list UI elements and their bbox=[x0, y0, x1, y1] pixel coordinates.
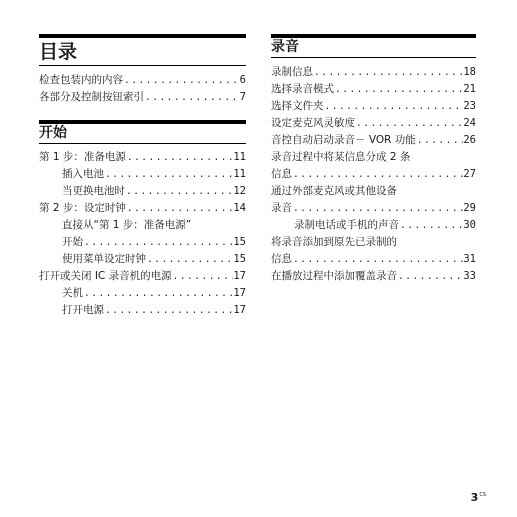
toc-entry-page: 31 bbox=[463, 253, 476, 265]
toc-entry[interactable] bbox=[271, 64, 476, 81]
toc-entry[interactable] bbox=[39, 149, 246, 166]
toc-entry-page: 27 bbox=[463, 168, 476, 180]
leader-dots bbox=[83, 285, 233, 302]
toc-entry-page: 26 bbox=[463, 134, 476, 146]
toc-entry-text-line1: 直接从“第 1 步：准备电源” bbox=[62, 219, 192, 231]
leader-dots bbox=[123, 72, 240, 89]
toc-entry-text-line1: 将录音添加到原先已录制的 bbox=[271, 236, 397, 248]
toc-entry-text: 音控自动启动录音－ VOR 功能 bbox=[271, 134, 416, 146]
toc-entry-text: 录制电话或手机的声音 bbox=[294, 219, 399, 231]
toc-subentry-wrapped[interactable] bbox=[39, 217, 246, 251]
leader-dots bbox=[324, 98, 464, 115]
leader-dots bbox=[125, 183, 233, 200]
toc-entry-text: 打开电源 bbox=[62, 304, 104, 316]
leader-dots bbox=[355, 115, 463, 132]
toc-entry-page: 33 bbox=[463, 270, 476, 282]
toc-entry-text: 在播放过程中添加覆盖录音 bbox=[271, 270, 397, 282]
leader-dots bbox=[104, 302, 233, 319]
toc-title: 目录 bbox=[39, 38, 246, 66]
toc-entry-page: 12 bbox=[233, 185, 246, 197]
toc-entry-text: 第 2 步：设定时钟 bbox=[39, 202, 126, 214]
leader-dots bbox=[416, 132, 464, 149]
toc-entry[interactable] bbox=[39, 89, 246, 106]
leader-dots bbox=[83, 234, 233, 251]
toc-entry-text-line2: 信息 bbox=[271, 168, 292, 180]
toc-entry-page: 15 bbox=[233, 253, 246, 265]
toc-entry-page: 7 bbox=[239, 91, 246, 103]
leader-dots bbox=[104, 166, 233, 183]
page-number-value: 3 bbox=[470, 491, 479, 504]
toc-entry-text: 插入电池 bbox=[62, 168, 104, 180]
toc-entry-wrapped[interactable] bbox=[271, 183, 476, 217]
toc-entry-page: 15 bbox=[233, 236, 246, 248]
toc-entry-wrapped[interactable] bbox=[271, 234, 476, 268]
toc-entry[interactable] bbox=[39, 268, 246, 285]
toc-entry-page: 30 bbox=[463, 219, 476, 231]
toc-entry-text: 关机 bbox=[62, 287, 83, 299]
leader-dots bbox=[144, 89, 240, 106]
toc-subentry[interactable] bbox=[39, 251, 246, 268]
toc-subentry[interactable] bbox=[271, 217, 476, 234]
toc-entry-text: 选择文件夹 bbox=[271, 100, 324, 112]
leader-dots bbox=[146, 251, 233, 268]
toc-entry-page: 14 bbox=[233, 202, 246, 214]
toc-entry-page: 24 bbox=[463, 117, 476, 129]
toc-entry-text-line1: 录音过程中将某信息分成 2 条 bbox=[271, 151, 411, 163]
toc-subentry[interactable] bbox=[39, 166, 246, 183]
toc-entry[interactable] bbox=[271, 81, 476, 98]
toc-entry-text: 设定麦克风灵敏度 bbox=[271, 117, 355, 129]
toc-entry-text: 当更换电池时 bbox=[62, 185, 125, 197]
page-number bbox=[471, 491, 486, 504]
toc-entry-text: 选择录音模式 bbox=[271, 83, 334, 95]
leader-dots bbox=[399, 217, 463, 234]
leader-dots bbox=[126, 200, 233, 217]
leader-dots bbox=[313, 64, 463, 81]
toc-entry-page: 23 bbox=[463, 100, 476, 112]
toc-entry[interactable] bbox=[39, 72, 246, 89]
toc-subentry[interactable] bbox=[39, 183, 246, 200]
leader-dots bbox=[126, 149, 233, 166]
toc-right-column bbox=[271, 34, 476, 285]
toc-entry-page: 6 bbox=[239, 74, 246, 86]
leader-dots bbox=[292, 166, 463, 183]
toc-entry-page: 18 bbox=[463, 66, 476, 78]
toc-entry-page: 11 bbox=[233, 168, 246, 180]
toc-entry[interactable] bbox=[271, 132, 476, 149]
toc-entry-text: 使用菜单设定时钟 bbox=[62, 253, 146, 265]
toc-entry-text: 第 1 步：准备电源 bbox=[39, 151, 126, 163]
language-code: CS bbox=[479, 492, 486, 498]
toc-entry-page: 17 bbox=[233, 304, 246, 316]
toc-entry-text: 各部分及控制按钮索引 bbox=[39, 91, 144, 103]
leader-dots bbox=[292, 251, 463, 268]
toc-entry[interactable] bbox=[39, 200, 246, 217]
toc-entry[interactable] bbox=[271, 268, 476, 285]
toc-entry[interactable] bbox=[271, 98, 476, 115]
section-title-start: 开始 bbox=[39, 124, 246, 144]
section-title-recording: 录音 bbox=[271, 38, 476, 58]
leader-dots bbox=[292, 200, 463, 217]
toc-entry-text-line2: 录音 bbox=[271, 202, 292, 214]
leader-dots bbox=[172, 268, 234, 285]
toc-left-column bbox=[39, 34, 246, 319]
leader-dots bbox=[397, 268, 463, 285]
toc-entry-text: 录制信息 bbox=[271, 66, 313, 78]
toc-entry-page: 29 bbox=[463, 202, 476, 214]
toc-entry-text-line2: 信息 bbox=[271, 253, 292, 265]
toc-subentry[interactable] bbox=[39, 302, 246, 319]
leader-dots bbox=[334, 81, 463, 98]
toc-entry-page: 11 bbox=[233, 151, 246, 163]
toc-entry[interactable] bbox=[271, 115, 476, 132]
toc-entry-text-line1: 通过外部麦克风或其他设备 bbox=[271, 185, 397, 197]
toc-entry-text-line2: 开始 bbox=[62, 236, 83, 248]
toc-entry-page: 21 bbox=[463, 83, 476, 95]
toc-entry-text: 检查包装内的内容 bbox=[39, 74, 123, 86]
toc-entry-wrapped[interactable] bbox=[271, 149, 476, 183]
toc-entry-page: 17 bbox=[233, 287, 246, 299]
toc-entry-page: 17 bbox=[233, 270, 246, 282]
toc-entry-text: 打开或关闭 IC 录音机的电源 bbox=[39, 270, 172, 282]
toc-subentry[interactable] bbox=[39, 285, 246, 302]
